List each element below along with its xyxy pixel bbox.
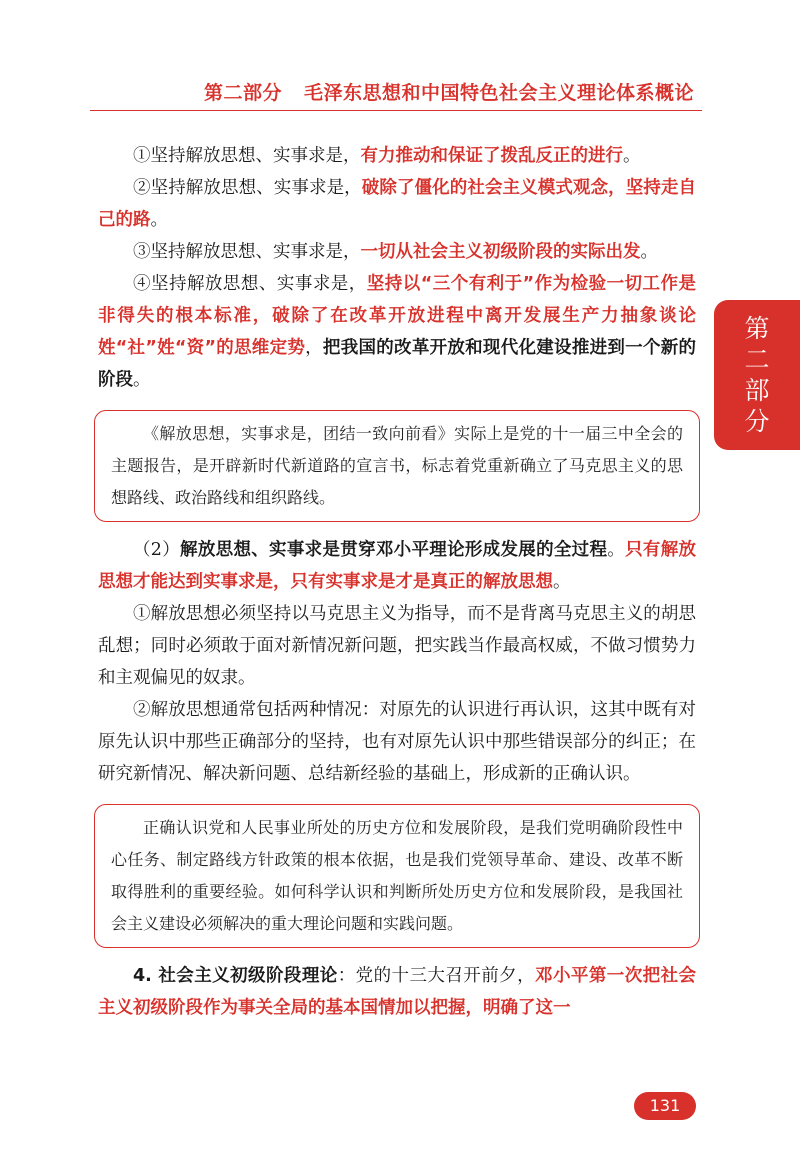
paragraph-3-lead: ③坚持解放思想、实事求是， [133, 242, 361, 262]
paragraph-1-end: 。 [623, 146, 641, 166]
paragraph-4-comma: ， [305, 338, 323, 358]
side-tab-label: 第二部分 [744, 314, 770, 436]
paragraph-3-end: 。 [640, 242, 658, 262]
paragraph-3 [98, 236, 696, 268]
paragraph-2-lead: ②坚持解放思想、实事求是， [133, 178, 362, 198]
paragraph-8: ②解放思想通常包括两种情况：对原先的认识进行再认识，这其中既有对原先认识中那些正确部分的坚持，也有对原先认识中那些错误部分的纠正；在研究新情况、解决新问题、总结新经验的基础上，形成新的正确认识。 [98, 700, 696, 784]
callout-box-2-text: 正确认识党和人民事业所处的历史方位和发展阶段，是我们党明确阶段性中心任务、制定路线方针政策的根本依据，也是我们党领导革命、建设、改革不断取得胜利的重要经验。如何科学认识和判断所处历史方位和发展阶段，是我国社会主义建设必须解决的重大理论问题和实践问题。 [111, 818, 683, 933]
paragraph-6-period: 。 [607, 540, 626, 560]
paragraph-6 [98, 534, 696, 598]
paragraph-6-number: （2） [133, 540, 181, 560]
paragraph-4-end: 。 [133, 370, 151, 390]
paragraph-4 [98, 268, 696, 396]
paragraph-6-end: 。 [553, 572, 571, 592]
running-header [0, 78, 694, 105]
callout-box-1-text: 《解放思想，实事求是，团结一致向前看》实际上是党的十一届三中全会的主题报告，是开辟新时代新道路的宣言书，标志着党重新确立了马克思主义的思想路线、政治路线和组织路线。 [111, 424, 683, 507]
paragraph-7: ①解放思想必须坚持以马克思主义为指导，而不是背离马克思主义的胡思乱想；同时必须敢于面对新情况新问题，把实践当作最高权威，不做习惯势力和主观偏见的奴隶。 [98, 604, 696, 688]
paragraph-3-highlight: 一切从社会主义初级阶段的实际出发 [360, 242, 641, 262]
paragraph-2-highlight: 破除了僵化的社会主义模式观念，坚持走自己的路 [98, 178, 697, 230]
paragraph-4-lead: ④坚持解放思想、实事求是， [133, 274, 367, 294]
paragraph-2 [98, 172, 696, 236]
paragraph-2-end: 。 [150, 210, 168, 230]
paragraph-10-highlight: 邓小平第一次把社会主义初级阶段作为事关全局的基本国情加以把握，明确了这一 [98, 966, 697, 1018]
paragraph-1 [98, 140, 696, 172]
paragraph-10-heading: 4. 社会主义初级阶段理论 [133, 966, 338, 986]
page-body [98, 140, 696, 1024]
section-side-tab [714, 300, 800, 450]
paragraph-10-text: ：党的十三大召开前夕， [337, 966, 536, 986]
header-title: 毛泽东思想和中国特色社会主义理论体系概论 [303, 82, 694, 104]
header-part-label: 第二部分 [203, 82, 282, 104]
paragraph-4-bold: 把我国的改革开放和现代化建设推进到一个新的阶段 [98, 338, 696, 390]
paragraph-6-bold: 解放思想、实事求是贯穿邓小平理论形成发展的全过程 [180, 540, 608, 560]
page-number-badge [634, 1092, 696, 1120]
paragraph-10 [98, 960, 696, 1024]
header-rule [90, 110, 702, 111]
page-number: 131 [649, 1096, 681, 1115]
paragraph-4-highlight: 坚持以“三个有利于”作为检验一切工作是非得失的根本标准，破除了在改革开放进程中离开发展生产力抽象谈论姓“社”姓“资”的思维定势 [98, 274, 696, 358]
callout-box-1 [94, 410, 700, 522]
callout-box-2 [94, 804, 700, 948]
paragraph-1-highlight: 有力推动和保证了拨乱反正的进行 [360, 146, 623, 166]
paragraph-6-highlight: 只有解放思想才能达到实事求是，只有实事求是才是真正的解放思想 [98, 540, 697, 592]
paragraph-1-lead: ①坚持解放思想、实事求是， [133, 146, 361, 166]
